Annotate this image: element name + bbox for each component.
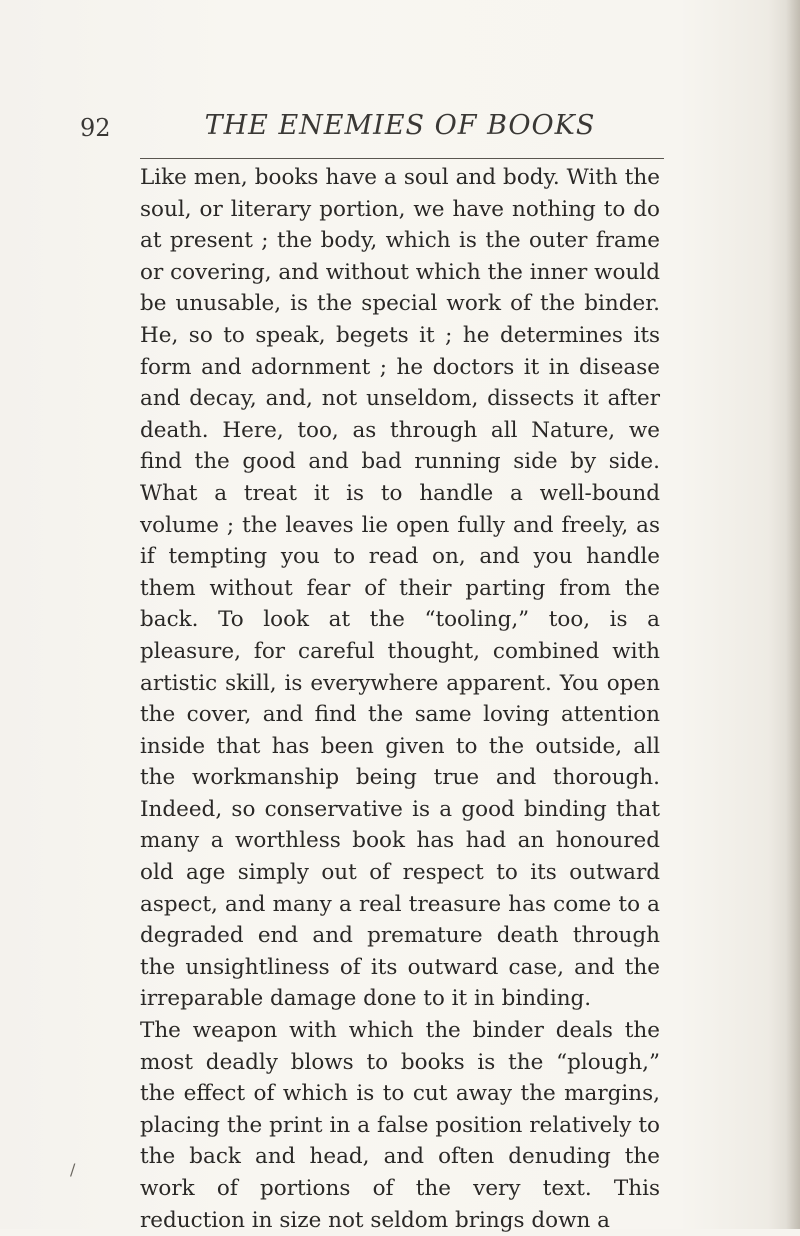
page-number: 92: [80, 114, 111, 142]
body-text: [140, 162, 660, 1236]
paragraph-2: The weapon with which the binder deals the most deadly blows to books is the “plough,” the effect of which is to cut away the margins, placing the print in a false position relatively to the back and head, and often denuding the work of portions of the very text. This reduction in size not seldom brings down a: [140, 1018, 660, 1233]
stray-ink-mark: /: [70, 1160, 76, 1179]
running-head: THE ENEMIES OF BOOKS: [204, 110, 596, 141]
paragraph-1: Like men, books have a soul and body. With the soul, or literary portion, we have nothing to do at present ; the body, which is the outer frame or covering, and without which the inner would be unusable, is the special work of the binder. He, so to speak, begets it ; he determines its form and adornment ; he doctors it in disease and decay, and, not unseldom, dissects it after death. Here, too, as through all Nature, we find the good and bad running side by side. What a treat it is to handle a well-bound volume ; the leaves lie open fully and freely, as if tempting you to read on, and you handle them without fear of their parting from the back. To look at the “tooling,” too, is a pleasure, for careful thought, combined with artistic skill, is everywhere apparent. You open the cover, and find the same loving attention inside that has been given to the outside, all the workmanship being true and thorough. Indeed, so conservative is a good binding that many a worthless book has had an honoured old age simply out of respect to its outward aspect, and many a real treasure has come to a degraded end and premature death through the unsightliness of its outward case, and the irreparable damage done to it in binding.: [140, 165, 660, 1012]
page-edge-shadow: [786, 0, 800, 1229]
header-rule: [140, 158, 664, 159]
